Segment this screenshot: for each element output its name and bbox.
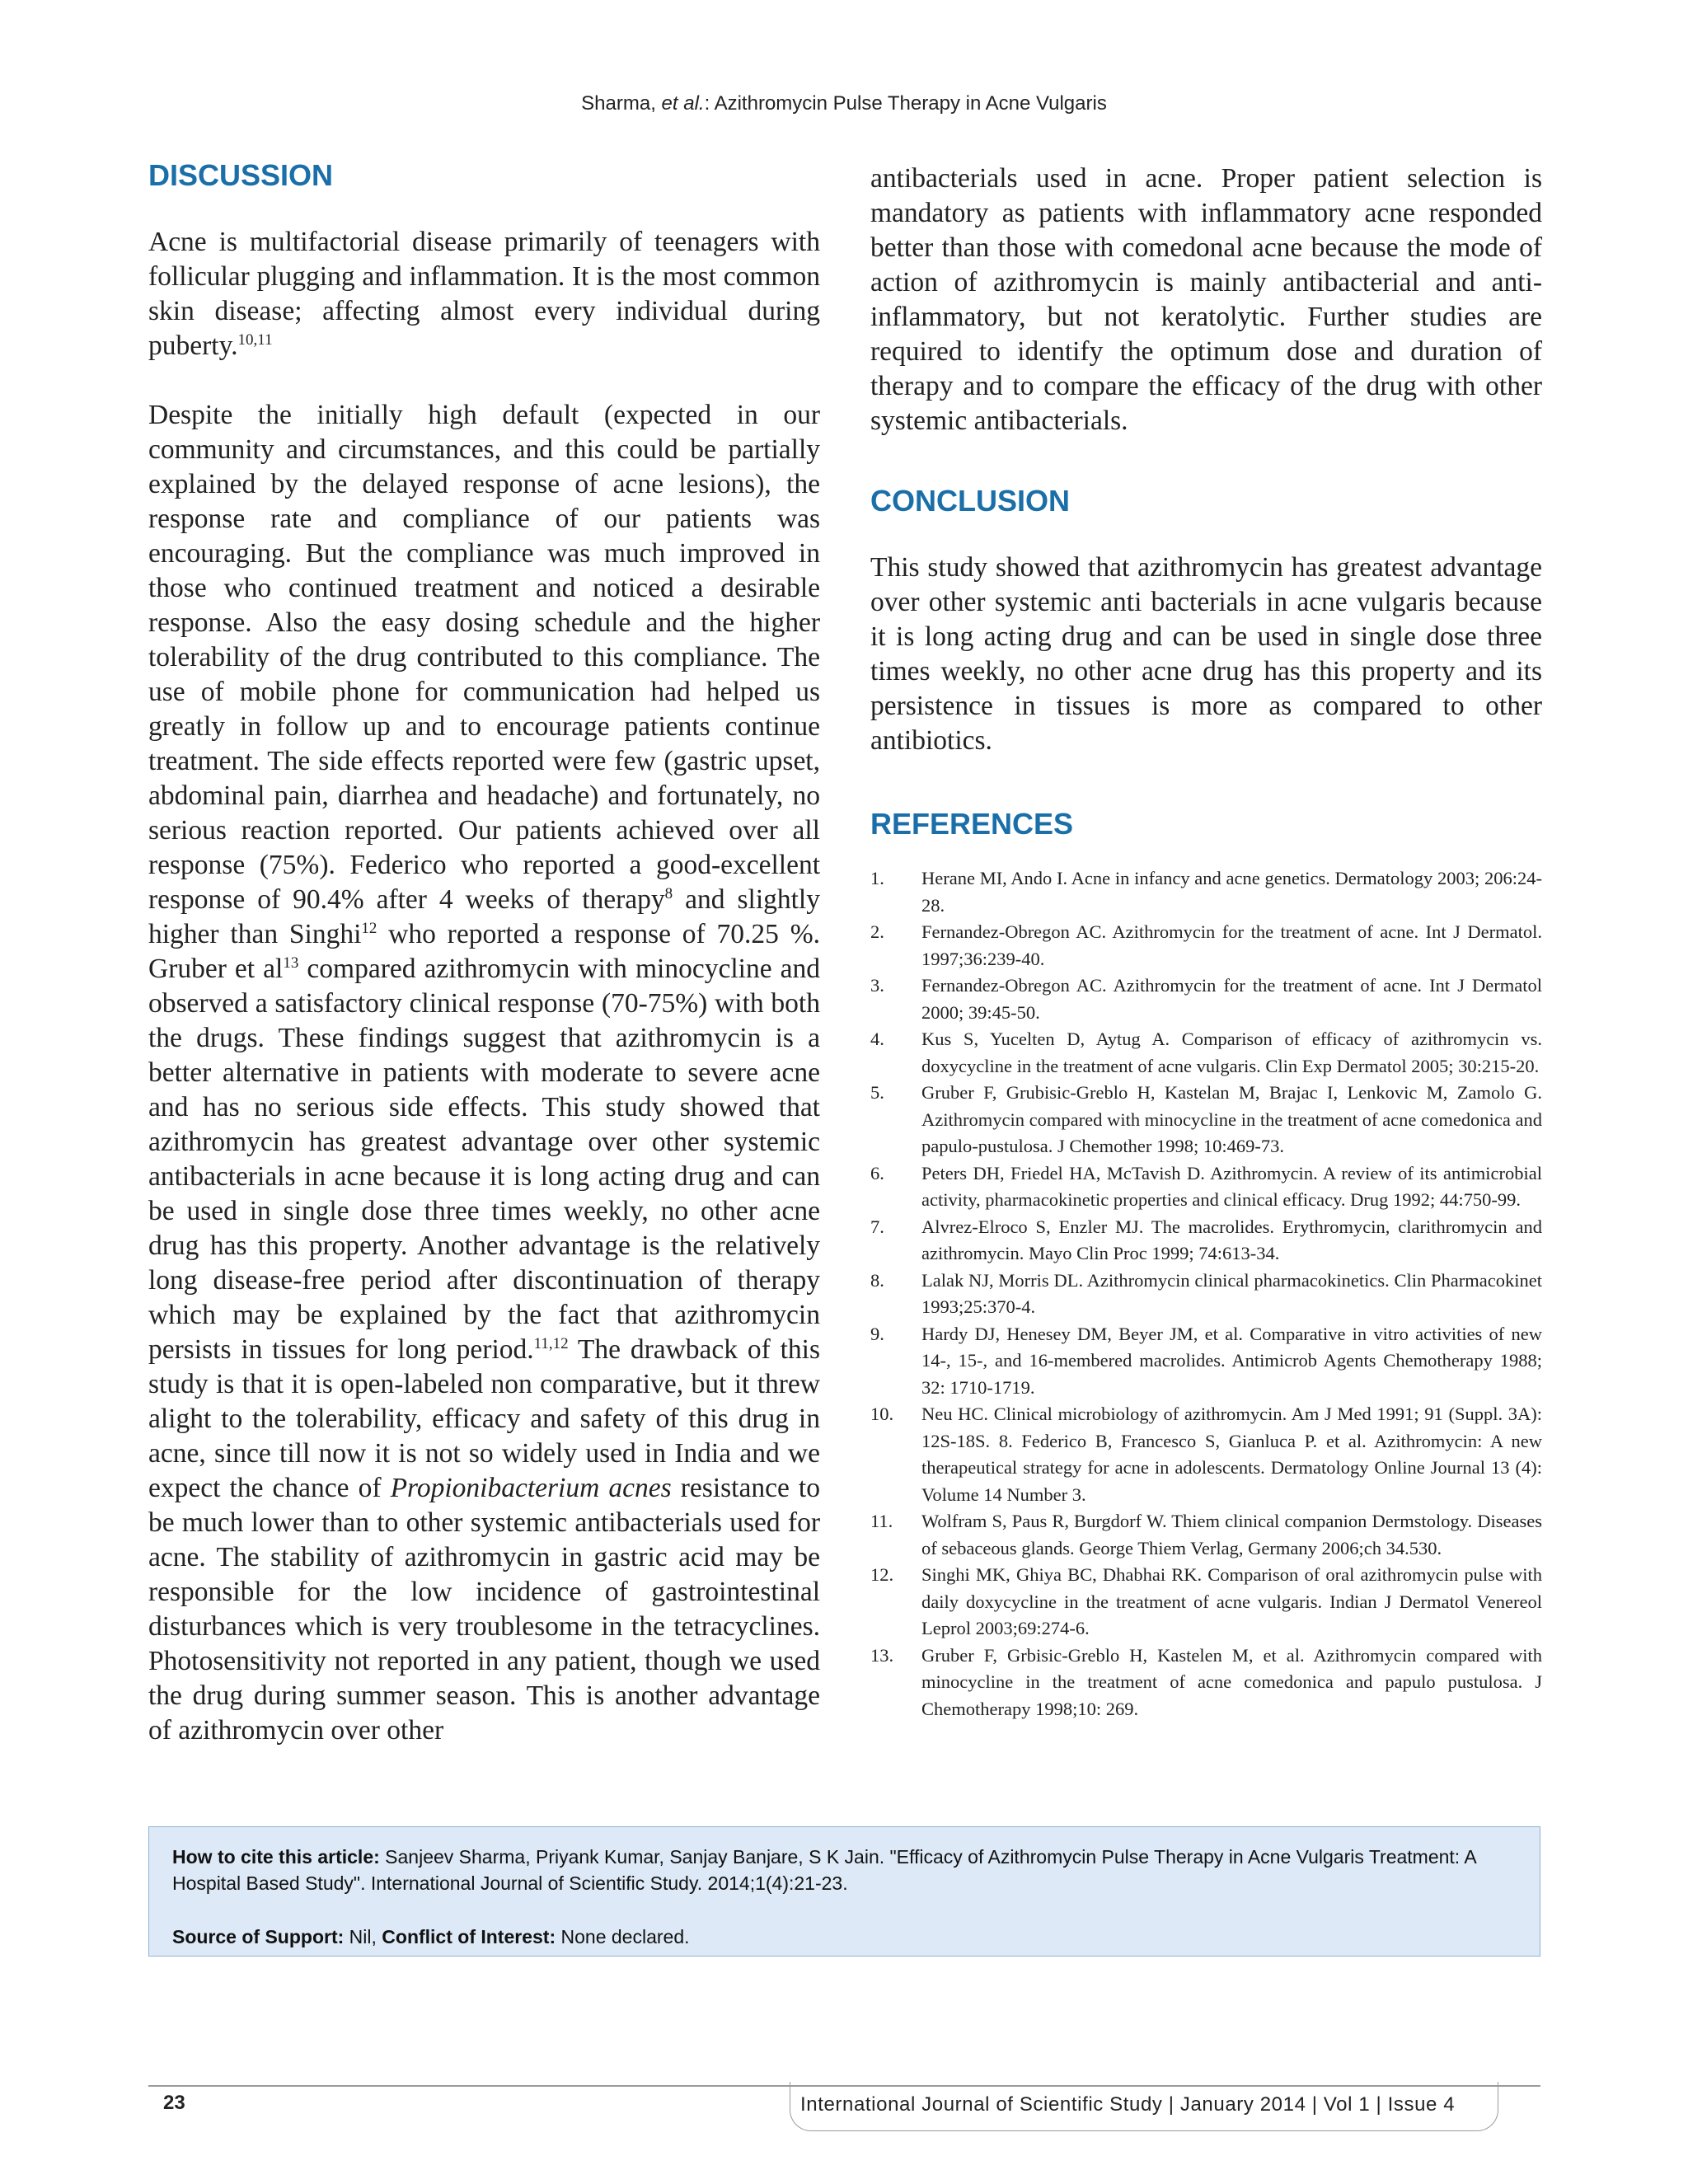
species-name: Propionibacterium acnes <box>390 1473 672 1503</box>
support-text: Nil, <box>344 1926 382 1947</box>
discussion-paragraph-3: antibacterials used in acne. Proper patient selection is mandatory as patients with inflammatory acne responded better than those with comedonal acne because the mode of action of azithromycin is mainly antibacterial and anti-inflammatory, but not keratolytic. Further studies are required to identify the optimum dose and duration of therapy and to compare the efficacy of the drug with other systemic antibacterials. <box>870 163 1542 436</box>
reference-text: Lalak NJ, Morris DL. Azithromycin clinical pharmacokinetics. Clin Pharmacokinet 1993;25:370-4. <box>921 1269 1542 1317</box>
conclusion-paragraph: This study showed that azithromycin has greatest advantage over other systemic anti bacterials in acne vulgaris because it is long acting drug and can be used in single dose three times weekly, no other acne drug has this property and its persistence in tissues is more as compared to other antibiotics. <box>870 552 1542 756</box>
reference-number: 8. <box>870 1269 884 1291</box>
conflict-text: None declared. <box>556 1926 690 1947</box>
discussion-p2-text: and slightly higher than Singhi <box>148 884 820 949</box>
reference-item <box>870 865 1542 919</box>
conflict-label: Conflict of Interest: <box>382 1926 556 1947</box>
reference-text: Singhi MK, Ghiya BC, Dhabhai RK. Comparison of oral azithromycin pulse with daily doxycycline in the treatment of acne vulgaris. Indian J Dermatol Venereol Leprol 2003;69:274-6. <box>921 1564 1542 1638</box>
reference-text: Alvrez-Elroco S, Enzler MJ. The macrolides. Erythromycin, clarithromycin and azithromycin. Mayo Clin Proc 1999; 74:613-34. <box>921 1216 1542 1263</box>
reference-text: Neu HC. Clinical microbiology of azithromycin. Am J Med 1991; 91 (Suppl. 3A): 12S-18S. 8. Federico B, Francesco S, Gianluca P. et al. Azithromycin: A new therapeutical strategy for acne in adolescents. Dermatology Online Journal 13 (4): Volume 14 Number 3. <box>921 1404 1542 1505</box>
reference-number: 10. <box>870 1404 894 1424</box>
reference-number: 9. <box>870 1323 884 1344</box>
footer-journal-info: International Journal of Scientific Study | January 2014 | Vol 1 | Issue 4 <box>790 2082 1498 2131</box>
discussion-paragraph-1 <box>148 225 820 363</box>
citation-sup: 12 <box>361 919 377 937</box>
reference-item <box>870 1080 1542 1160</box>
discussion-p1-text: Acne is multifactorial disease primarily of teenagers with follicular plugging and inflammation. It is the most common skin disease; affecting almost every individual during puberty. <box>148 227 820 361</box>
reference-item <box>870 919 1542 972</box>
reference-number: 12. <box>870 1564 894 1585</box>
reference-item <box>870 1401 1542 1508</box>
reference-item <box>870 1026 1542 1080</box>
reference-number: 13. <box>870 1644 894 1666</box>
reference-text: Gruber F, Grubisic-Greblo H, Kastelan M, Brajac I, Lenkovic M, Zamolo G. Azithromycin compared with minocycline in the treatment of acne comedonica and papulo-pustulosa. J Chemother 1998; 10:469-73. <box>921 1082 1542 1156</box>
references-heading: REFERENCES <box>870 807 1074 841</box>
reference-number: 7. <box>870 1216 884 1237</box>
reference-number: 6. <box>870 1162 884 1183</box>
discussion-p2-text: resistance to be much lower than to other systemic antibacterials used for acne. The stability of azithromycin in gastric acid may be responsible for the low incidence of gastrointestinal disturbances which is very troublesome in the tetracyclines. Photosensitivity not reported in any patient, though we used the drug during summer season. This is another advantage of azithromycin over other <box>148 1473 820 1746</box>
cite-label: How to cite this article: <box>172 1846 380 1868</box>
citation-sup: 13 <box>283 954 299 972</box>
reference-number: 1. <box>870 868 884 888</box>
reference-text: Fernandez-Obregon AC. Azithromycin for the treatment of acne. Int J Dermatol 2000; 39:45-50. <box>921 975 1542 1023</box>
citation-box <box>148 1826 1540 1957</box>
discussion-p2-text: compared azithromycin with minocycline and observed a satisfactory clinical response (70-75%) with both the drugs. These findings suggest that azithromycin is a better alternative in patients with moderate to severe acne and has no serious side effects. This study showed that azithromycin has greatest advantage over other systemic antibacterials in acne because it is long acting drug and can be used in single dose three times weekly, no other acne drug has this property. Another advantage is the relatively long disease-free period after discontinuation of therapy which may be explained by the fact that azithromycin persists in tissues for long period. <box>148 954 820 1365</box>
running-head <box>0 92 1688 115</box>
reference-number: 5. <box>870 1082 884 1103</box>
cite-text: Sanjeev Sharma, Priyank Kumar, Sanjay Banjare, S K Jain. "Efficacy of Azithromycin Pulse Therapy in Acne Vulgaris Treatment: A Hospital Based Study". International Journal of Scientific Study. 2014;1(4):21-23. <box>172 1846 1476 1894</box>
reference-text: Gruber F, Grbisic-Greblo H, Kastelen M, et al. Azithromycin compared with minocycline in the treatment of acne comedonica and papulo pustulosa. J Chemotherapy 1998;10: 269. <box>921 1644 1542 1719</box>
reference-number: 2. <box>870 921 884 942</box>
reference-text: Wolfram S, Paus R, Burgdorf W. Thiem clinical companion Dermstology. Diseases of sebaceous glands. George Thiem Verlag, Germany 2006;ch 34.530. <box>921 1511 1542 1558</box>
reference-text: Peters DH, Friedel HA, McTavish D. Azithromycin. A review of its antimicrobial activity, pharmacokinetic properties and clinical efficacy. Drug 1992; 44:750-99. <box>921 1162 1542 1210</box>
reference-item <box>870 1643 1542 1723</box>
reference-item <box>870 972 1542 1026</box>
reference-text: Hardy DJ, Henesey DM, Beyer JM, et al. Comparative in vitro activities of new 14-, 15-, and 16-membered macrolides. Antimicrob Agents Chemotherapy 1988; 32: 1710-1719. <box>921 1323 1542 1398</box>
running-head-etal: et al. <box>661 92 705 115</box>
citation-sup: 8 <box>664 884 673 902</box>
reference-item <box>870 1321 1542 1402</box>
left-column <box>148 158 820 1748</box>
conclusion-heading: CONCLUSION <box>870 484 1070 518</box>
reference-item <box>870 1160 1542 1214</box>
reference-list <box>870 865 1542 1722</box>
discussion-heading: DISCUSSION <box>148 158 334 192</box>
discussion-p2-text: who reported a response of 70.25 %. Gruber et al <box>148 919 820 984</box>
reference-text: Herane MI, Ando I. Acne in infancy and acne genetics. Dermatology 2003; 206:24-28. <box>921 868 1542 916</box>
running-head-author: Sharma, <box>581 92 662 115</box>
reference-number: 3. <box>870 975 884 996</box>
reference-number: 4. <box>870 1029 884 1049</box>
reference-item <box>870 1268 1542 1321</box>
page-number: 23 <box>163 2092 185 2114</box>
reference-item <box>870 1508 1542 1562</box>
support-label: Source of Support: <box>172 1926 345 1947</box>
how-to-cite <box>172 1844 1517 1896</box>
citation-sup: 10,11 <box>237 330 273 349</box>
discussion-paragraph-2 <box>148 398 820 1748</box>
discussion-p2-text: The drawback of this study is that it is open-labeled non comparative, but it threw alight to the tolerability, efficacy and safety of this drug in acne, since till now it is not so widely used in India and we expect the chance of <box>148 1334 820 1503</box>
discussion-p2-text: Despite the initially high default (expected in our community and circumstances, and this could be partially explained by the delayed response of acne lesions), the response rate and compliance of our patients was encouraging. But the compliance was much improved in those who continued treatment and noticed a desirable response. Also the easy dosing schedule and the higher tolerability of the drug contributed to this compliance. The use of mobile phone for communication had helped us greatly in follow up and to encourage patients continue treatment. The side effects reported were few (gastric upset, abdominal pain, diarrhea and headache) and fortunately, no serious reaction reported. Our patients achieved over all response (75%). Federico who reported a good-excellent response of 90.4% after 4 weeks of therapy <box>148 400 820 915</box>
reference-item <box>870 1562 1542 1643</box>
reference-text: Kus S, Yucelten D, Aytug A. Comparison of efficacy of azithromycin vs. doxycycline in the treatment of acne vulgaris. Clin Exp Dermatol 2005; 30:215-20. <box>921 1029 1542 1076</box>
right-column <box>870 162 1542 1722</box>
reference-item <box>870 1214 1542 1268</box>
support-line <box>172 1924 1517 1950</box>
reference-number: 11. <box>870 1511 893 1531</box>
reference-text: Fernandez-Obregon AC. Azithromycin for the treatment of acne. Int J Dermatol. 1997;36:239-40. <box>921 921 1542 969</box>
citation-sup: 11,12 <box>533 1334 569 1352</box>
running-head-title: : Azithromycin Pulse Therapy in Acne Vulgaris <box>704 92 1107 115</box>
